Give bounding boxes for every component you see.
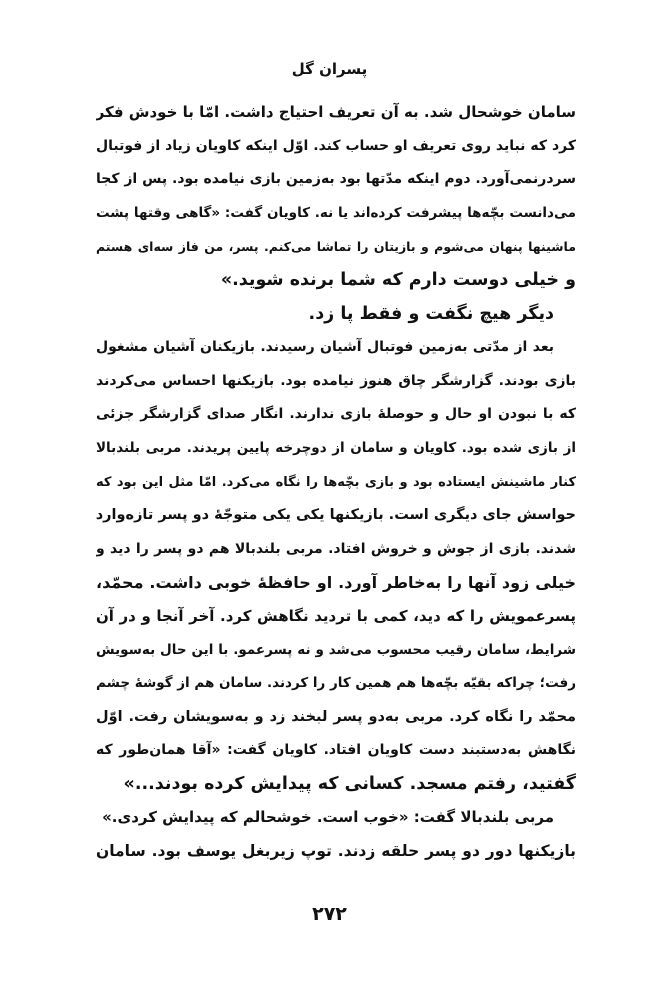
text-line: رفت؛ چراکه بقیّه بچّه‌ها هم همین کار را کردند. سامان هم از گوشهٔ چشم: [96, 675, 576, 692]
text-line: از بازی شده بود. کاویان و سامان از دوچرخه پایین پریدند. مربی بلندبالا: [96, 439, 576, 456]
text-line: شرایط، سامان رقیب محسوب می‌شد و نه پسرعمو. با این حال به‌سویش: [96, 641, 576, 658]
page-number: ۲۷۲: [312, 903, 347, 925]
text-line: محمّد را نگاه کرد. مربی به‌دو پسر لبخند زد و به‌سویشان رفت. اوّل: [96, 708, 576, 725]
text-line: بازی بودند. گزارشگر چاق هنوز نیامده بود. بازیکنها احساس می‌کردند: [96, 372, 576, 389]
text-line: دیگر هیچ نگفت و فقط پا زد.: [308, 303, 554, 324]
text-line: که با نبودن او حال و حوصلهٔ بازی ندارند. انگار صدای گزارشگر جزئی: [96, 406, 576, 423]
running-title: پسران گل: [291, 60, 368, 78]
body-text: [96, 96, 576, 869]
text-line: کرد که نباید روی تعریف او حساب کند. اوّل اینکه کاویان زیاد از فوتبال: [96, 137, 576, 154]
text-line: شدند. بازی از جوش و خروش افتاد. مربی بلندبالا هم دو پسر را دید و: [96, 540, 576, 557]
text-line: ماشینها پنهان می‌شوم و بازیتان را تماشا می‌کنم. پسر، من فاز سه‌ای هستم: [96, 239, 576, 255]
text-line: کنار ماشینش ایستاده بود و بازی بچّه‌ها را نگاه می‌کرد. امّا مثل این بود که: [96, 474, 576, 490]
text-line: مربی بلندبالا گفت: «خوب است. خوشحالم که پیدایش کردی.»: [102, 808, 554, 827]
text-line: سردرنمی‌آورد. دوم اینکه مدّتها بود به‌زمین بازی نیامده بود. پس از کجا: [96, 171, 576, 188]
text-line: بعد از مدّتی به‌زمین فوتبال آشیان رسیدند. بازیکنان آشیان مشغول: [96, 339, 554, 356]
text-line: می‌دانست بچّه‌ها پیشرفت کرده‌اند یا نه. کاویان گفت: «گاهی وقتها پشت: [96, 204, 576, 221]
text-line: گفتید، رفتم مسجد. کسانی که پیدایش کرده بودند...»: [123, 773, 576, 794]
text-line: سامان خوشحال شد. به آن تعریف احتیاج داشت. امّا با خودش فکر: [96, 103, 576, 121]
text-line: و خیلی دوست دارم که شما برنده شوید.»: [220, 269, 576, 290]
text-line: خیلی زود آنها را به‌خاطر آورد. او حافظهٔ خوبی داشت. محمّد،: [96, 573, 576, 593]
text-line: نگاهش به‌دستبند دست کاویان افتاد. کاویان گفت: «آقا همان‌طور که: [96, 742, 576, 759]
text-line: حواسش جای دیگری است. بازیکنها یکی یکی متوجّهٔ دو پسر تازه‌وارد: [96, 507, 576, 524]
text-line: پسرعمویش را که دید، کمی با تردید نگاهش کرد. آخر آنجا و در آن: [96, 606, 576, 625]
text-line: بازیکنها دور دو پسر حلقه زدند. توپ زیربغل یوسف بود. سامان: [96, 842, 576, 861]
